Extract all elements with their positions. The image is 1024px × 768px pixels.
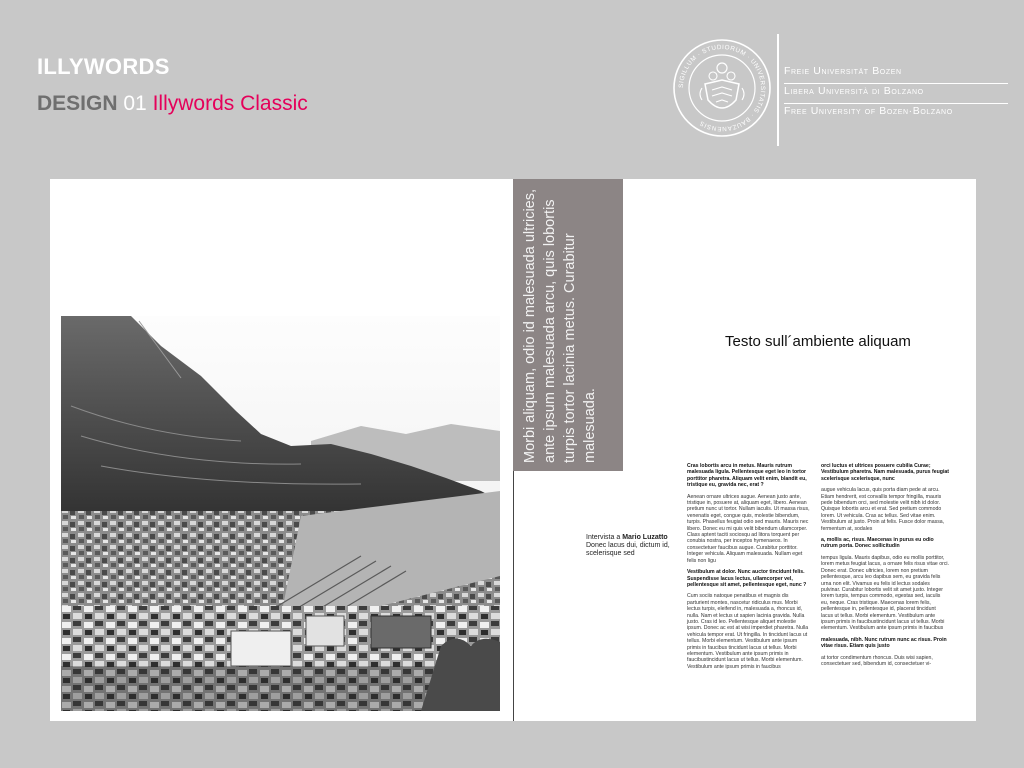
article-title: Testo sull´ambiente aliquam xyxy=(725,333,911,350)
logo-divider xyxy=(777,34,779,146)
article-column-left xyxy=(687,463,810,675)
paragraph: Aenean ornare ultrices augue. Aenean justo ante, tristique in, posuere at, aliquam eget, libero. Aenean pretium nunc ut tortor. Nullam iaculis. Ut massa risus, venenatis eget, congue quis, molestie bibendum, turpis. Phasellus feugiat odio sed mauris. Mauris nec libero. Donec eu mi quis velit bibendum ullamcorper. Class aptent taciti sociosqu ad litora torquent per conubia nostra, per inceptos hymenaeos. In consectetuer faucibus augue. Curabitur porttitor. Integer vehicula. Aliquam malesuada. Nullam eget felis non ligu xyxy=(687,493,810,564)
university-name-it: Libera Università di Bolzano xyxy=(784,84,1008,104)
city-landscape-photo xyxy=(61,316,500,711)
presentation-title: ILLYWORDS xyxy=(37,54,170,79)
paragraph: tempus ligula. Mauris dapibus, odio eu mollis porttitor, lorem metus feugiat lacus, a ornare felis risus vitae orci. Donec erat. Donec ultricies, lorem non pretium pellentesque, arcu leo dapibus sem, eu gravida felis urna non elit. Vivamus eu felis id lectus sodales pulvinar. Curabitur lobortis velit sit amet justo. Integer lorem turpis, tempus commodo, egestas sed, iaculis eu, neque. Cras tristique. Maecenas lorem felis, pellentesque in, pellentesque id, placerat tincidunt lacus ut tellus. Morbi elementum. Vestibulum ante ipsum primis in faucibustincidunt lacus ut tellus. Morbi elementum. Vestibulum ante ipsum primis in faucibus xyxy=(821,554,950,632)
paragraph: Cum sociis natoque penatibus et magnis dis parturient montes, nascetur ridiculus mus. Morbi lectus turpis, eleifend in, malesuada a, rhoncus id, nulla. Nam et lectus ut sapien lacinia gravida. Nulla justo. Cras id leo. Pellentesque aliquet molestie ipsum. Donec ac est at wisi imperdiet pharetra. Nulla vehicula tempor erat. Ut fringilla. In tincidunt lacus ut tellus. Morbi elementum. Vestibulum ante ipsum primis in faucibus tincidunt lacus ut tellus. Morbi elementum. Vestibulum ante ipsum primis in faucibustincidunt lacus ut tellus. Morbi elementum. Vestibulum ante ipsum primis in faucibus xyxy=(687,593,809,670)
pull-quote-box xyxy=(513,179,623,471)
paragraph: Cras lobortis arcu in metus. Mauris rutrum malesuada ligula. Pellentesque eget leo in tortor porttitor pharetra. Aliquam velit enim, blandit eu, tristique eu, gravida nec, erat ? xyxy=(687,463,807,489)
university-name-en: Free University of Bozen·Bolzano xyxy=(784,105,953,117)
article-column-right xyxy=(821,463,949,672)
design-number: 01 xyxy=(123,92,147,115)
city-photo-image xyxy=(61,316,500,711)
university-seal-logo xyxy=(672,38,772,138)
design-name: Illywords Classic xyxy=(152,92,308,115)
paragraph: a, mollis ac, risus. Maecenas in purus eu odio rutrum porta. Donec sollicitudin xyxy=(821,537,934,550)
interview-caption xyxy=(586,534,686,558)
magazine-spread xyxy=(50,179,976,721)
seal-text: SIGILLUM · STUDIORUM · UNIVERSITATIS · BAUZANENSIS xyxy=(677,43,767,133)
paragraph: malesuada, nibh. Nunc rutrum nunc ac risus. Proin vitae risus. Etiam quis justo xyxy=(821,636,947,650)
paragraph: at tortor condimentum rhoncus. Duis wisi sapien, consectetuer sed, bibendum id, consectetuer vi- xyxy=(821,654,933,667)
university-name-de: Freie Universität Bozen xyxy=(784,64,1008,84)
design-label: DESIGN xyxy=(37,92,118,115)
pull-quote-text: Morbi aliquam, odio id malesuada ultricies, ante ipsum malesuada arcu, quis lobortis turpis tortor lacinia metus. Curabitur malesuada. xyxy=(522,188,598,463)
university-name-block xyxy=(784,64,1008,124)
design-subtitle xyxy=(37,93,308,114)
interview-prefix: Intervista a xyxy=(586,534,623,541)
paragraph: Vestibulum at dolor. Nunc auctor tincidunt felis. Suspendisse lacus lectus, ullamcorper vel, pellentesque sit amet, pellentesque eget, nunc ? xyxy=(687,569,807,588)
paragraph: orci luctus et ultrices posuere cubilia Curae; Vestibulum pharetra. Nam malesuada, purus feugiat scelerisque scelerisque, nunc xyxy=(821,463,949,482)
interview-description: Donec lacus dui, dictum id, scelerisque sed xyxy=(586,542,670,557)
paragraph: augue vehicula lacus, quis porta diam pede at arcu. Etiam hendrerit, est convallis tempor fringilla, mauris pede bibendum orci, sed molestie velit nibh id dolor. Quisque lobortis arcu et erat. Sed pretium commodo lorem. Ut vehicula. Cras ac tellus. Sed vitae enim. Vestibulum at justo. Proin at felis. Fusce dolor massa, fermentum at, sodales xyxy=(821,487,945,532)
svg-text:SIGILLUM · STUDIORUM · UNIVERS xyxy=(678,44,766,132)
interviewee-name: Mario Luzatto xyxy=(622,534,668,541)
